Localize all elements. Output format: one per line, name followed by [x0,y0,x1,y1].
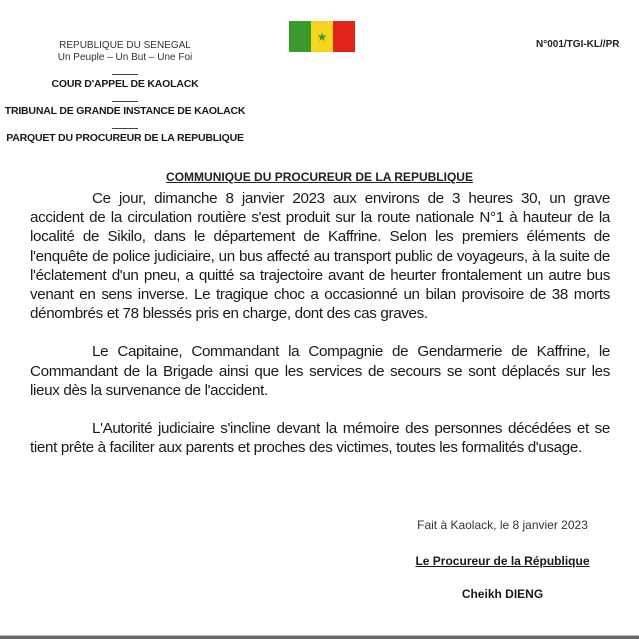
paragraph: L'Autorité judiciaire s'incline devant la mémoire des personnes décédées et se tient prête à faciliter aux parents et proches des victimes, toutes les formalités d'usage. [30,420,610,457]
star-icon: ★ [316,29,328,44]
document-title: COMMUNIQUE DU PROCUREUR DE LA REPUBLIQUE [166,170,473,184]
court-name: COUR D'APPEL DE KAOLACK [51,78,199,90]
page-bottom-border [0,635,639,639]
signatory-name: Cheikh DIENG [461,587,544,601]
paragraph: Le Capitaine, Commandant la Compagnie de Gendarmerie de Kaffrine, le Commandant de la Brigade ainsi que les services de secours se sont déplacés sur les lieux dès la survenance de l'accident. [30,343,610,399]
document-body [30,189,610,476]
parquet-name: PARQUET DU PROCUREUR DE LA REPUBLIQUE [6,132,244,144]
flag-red-band [333,21,355,52]
national-motto: Un Peuple – Un But – Une Foi [57,52,193,63]
flag-yellow-band [311,21,333,52]
flag-green-band [289,21,311,52]
tribunal-name: TRIBUNAL DE GRANDE INSTANCE DE KAOLACK [4,105,246,117]
signatory-role: Le Procureur de la République [415,554,590,568]
place-date: Fait à Kaolack, le 8 janvier 2023 [417,518,588,532]
divider [112,128,138,129]
divider [112,101,138,102]
letterhead [0,40,250,145]
paragraph: Ce jour, dimanche 8 janvier 2023 aux environs de 3 heures 30, un grave accident de la circulation routière s'est produit sur la route nationale N°1 à hauteur de la localité de Sikilo, dans le département de Kaffrine. Selon les premiers éléments de l'enquête de police judiciaire, un bus affecté au transport public de voyageurs, à la suite de l'éclatement d'un pneu, a quitté sa trajectoire avant de heurter frontalement un autre bus venant en sens inverse. Le tragique choc a occasionné un bilan provisoire de 38 morts dénombrés et 78 blessés pris en charge, dont des cas graves. [30,190,610,323]
senegal-flag-icon [289,21,355,52]
divider [112,74,138,75]
reference-number: N°001/TGI-KL//PR [536,39,620,50]
country-name: REPUBLIQUE DU SENEGAL [59,40,191,51]
